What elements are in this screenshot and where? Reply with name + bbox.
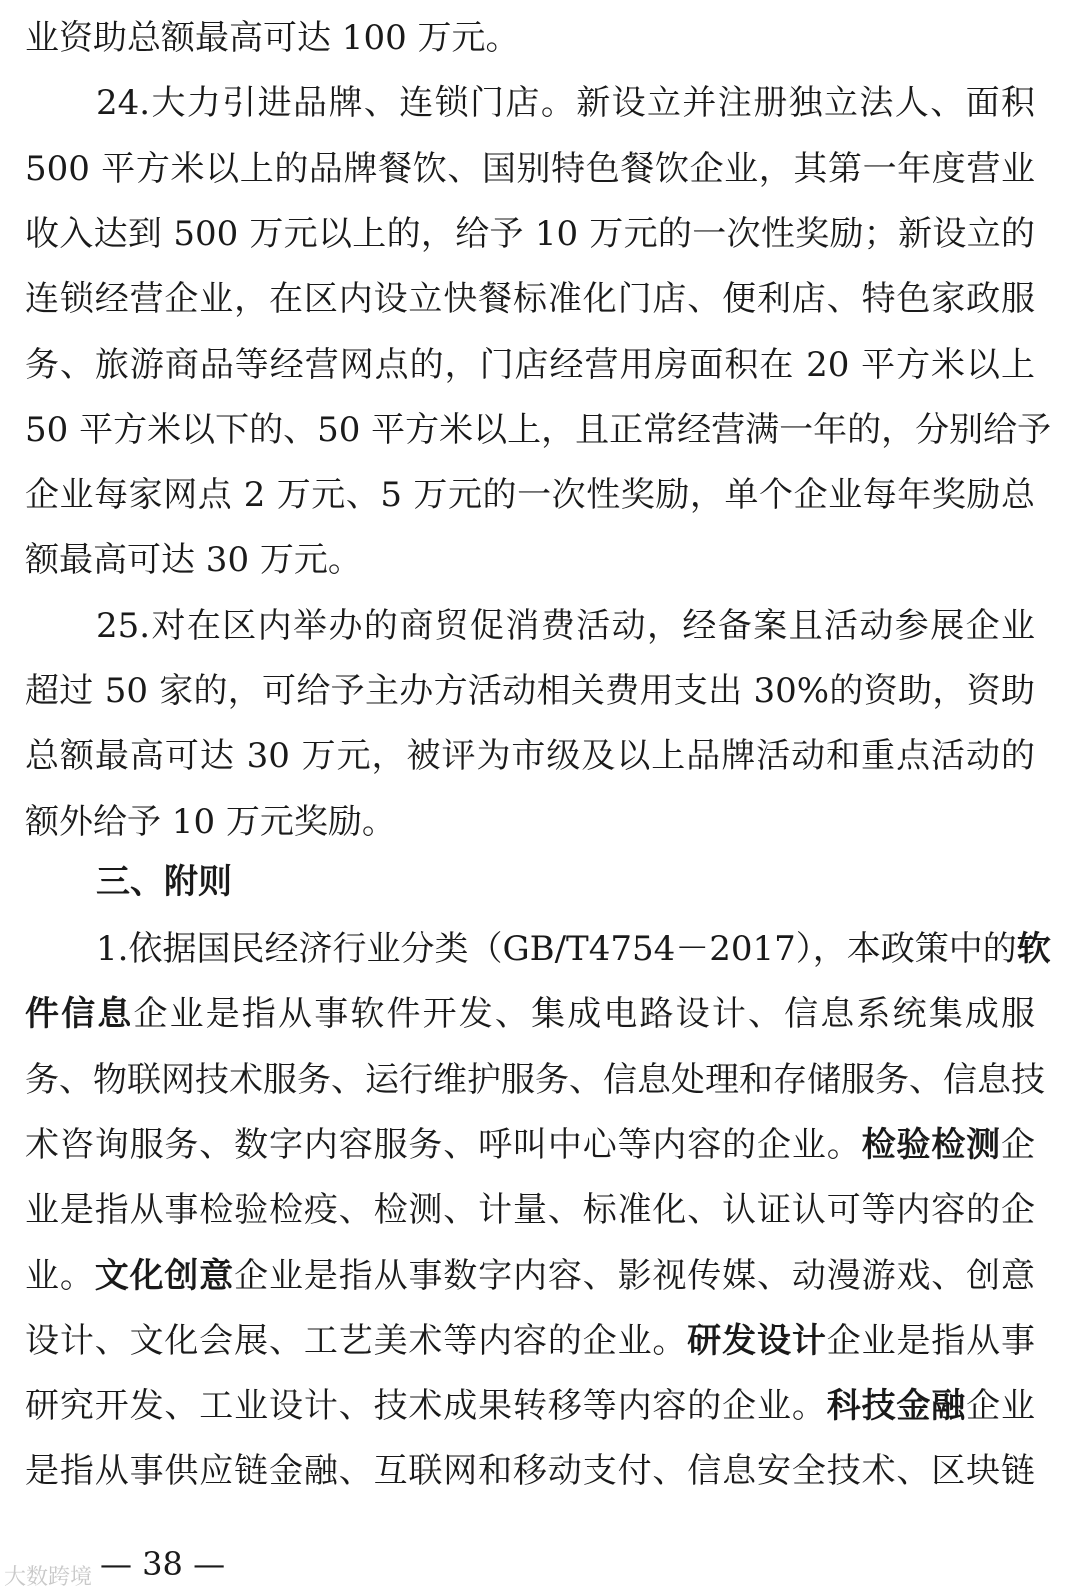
text-line: 25.对在区内举办的商贸促消费活动，经备案且活动参展企业	[96, 606, 1035, 646]
text-span: 企业是指从事软件开发、集成电路设计、信息系统集成服	[133, 994, 1036, 1034]
text-span: 企业是指从事	[826, 1321, 1036, 1361]
text-line: 业资助总额最高可达 100 万元。	[25, 18, 520, 58]
text-span: 研究开发、工业设计、技术成果转移等内容的企业。	[25, 1386, 827, 1426]
text-line: 50 平方米以下的、50 平方米以上，且正常经营满一年的，分别给予	[25, 410, 1052, 450]
text-span: 1.依据国民经济行业分类（GB/T4754－2017），本政策中的	[96, 929, 1017, 969]
text-line	[25, 1321, 1035, 1361]
text-span: 企业	[966, 1386, 1036, 1426]
page-number: — 38 —	[100, 1545, 226, 1583]
text-line	[25, 1256, 1035, 1296]
bold-term: 科技金融	[826, 1386, 967, 1426]
text-line: 企业每家网点 2 万元、5 万元的一次性奖励，单个企业每年奖励总	[25, 475, 1035, 515]
watermark-logo: 大数跨境	[4, 1565, 93, 1590]
text-line: 收入达到 500 万元以上的，给予 10 万元的一次性奖励；新设立的	[25, 214, 1035, 254]
text-line: 额最高可达 30 万元。	[25, 540, 362, 580]
bold-term: 检验检测	[861, 1125, 1002, 1165]
text-span: 业。	[25, 1256, 95, 1296]
text-line: 总额最高可达 30 万元，被评为市级及以上品牌活动和重点活动的	[25, 736, 1035, 776]
bold-term: 软	[1016, 929, 1051, 969]
text-line	[25, 1125, 1035, 1165]
text-line: 务、旅游商品等经营网点的，门店经营用房面积在 20 平方米以上	[25, 345, 1035, 385]
text-line: 额外给予 10 万元奖励。	[25, 802, 396, 842]
text-span: 企	[1001, 1125, 1036, 1165]
text-span: 业是指从事检验检疫、检测、计量、标准化、认证认可等内容的企	[25, 1190, 1035, 1230]
text-line: 超过 50 家的，可给予主办方活动相关费用支出 30%的资助，资助	[25, 671, 1035, 711]
text-line	[96, 929, 1051, 969]
text-line	[25, 1190, 1035, 1230]
bold-term: 研发设计	[687, 1321, 827, 1361]
text-line	[25, 1386, 1035, 1426]
text-line	[25, 994, 1035, 1034]
section-heading: 三、附则	[96, 862, 232, 902]
text-line: 500 平方米以上的品牌餐饮、国别特色餐饮企业，其第一年度营业	[25, 149, 1035, 189]
bold-term: 文化创意	[94, 1256, 235, 1296]
bold-term: 件信息	[25, 994, 134, 1034]
text-span: 设计、文化会展、工艺美术等内容的企业。	[25, 1321, 688, 1361]
text-line: 连锁经营企业，在区内设立快餐标准化门店、便利店、特色家政服	[25, 279, 1035, 319]
text-span: 术咨询服务、数字内容服务、呼叫中心等内容的企业。	[25, 1125, 862, 1165]
text-line	[25, 1060, 1045, 1100]
text-span: 企业是指从事数字内容、影视传媒、动漫游戏、创意	[234, 1256, 1036, 1296]
text-span: 是指从事供应链金融、互联网和移动支付、信息安全技术、区块链	[25, 1451, 1035, 1491]
text-line	[25, 1451, 1035, 1491]
text-span: 务、物联网技术服务、运行维护服务、信息处理和存储服务、信息技	[25, 1060, 1045, 1100]
text-line: 24.大力引进品牌、连锁门店。新设立并注册独立法人、面积	[96, 83, 1035, 123]
